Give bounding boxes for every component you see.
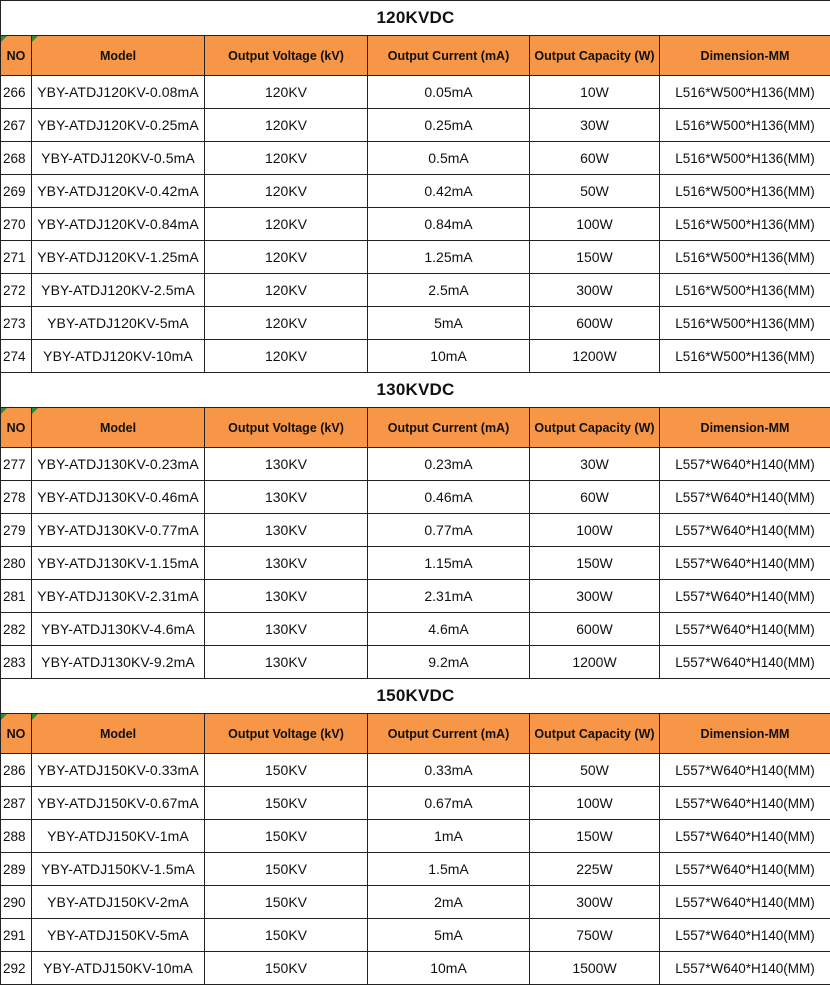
cell-output-capacity: 150W bbox=[530, 820, 660, 853]
table-row bbox=[1, 241, 830, 274]
table-row bbox=[1, 646, 830, 679]
cell-dimension: L557*W640*H140(MM) bbox=[660, 547, 830, 580]
cell-output-voltage: 130KV bbox=[205, 481, 368, 514]
cell-dimension: L516*W500*H136(MM) bbox=[660, 274, 830, 307]
table-row bbox=[1, 613, 830, 646]
table-row bbox=[1, 919, 830, 952]
table-row bbox=[1, 208, 830, 241]
cell-output-current: 1.15mA bbox=[368, 547, 530, 580]
cell-output-voltage: 120KV bbox=[205, 109, 368, 142]
header-label: Model bbox=[100, 49, 136, 63]
cell-output-current: 0.42mA bbox=[368, 175, 530, 208]
cell-no: 281 bbox=[1, 580, 32, 613]
cell-output-capacity: 60W bbox=[530, 481, 660, 514]
cell-output-voltage: 120KV bbox=[205, 76, 368, 109]
cell-output-voltage: 120KV bbox=[205, 241, 368, 274]
cell-output-capacity: 300W bbox=[530, 274, 660, 307]
cell-dimension: L557*W640*H140(MM) bbox=[660, 853, 830, 886]
cell-output-current: 0.25mA bbox=[368, 109, 530, 142]
cell-output-current: 1mA bbox=[368, 820, 530, 853]
cell-model: YBY-ATDJ130KV-9.2mA bbox=[32, 646, 205, 679]
column-header-row bbox=[1, 714, 830, 754]
header-label: Dimension-MM bbox=[701, 49, 790, 63]
cell-no: 290 bbox=[1, 886, 32, 919]
cell-no: 279 bbox=[1, 514, 32, 547]
header-dimension bbox=[660, 36, 830, 76]
cell-no: 282 bbox=[1, 613, 32, 646]
cell-output-voltage: 130KV bbox=[205, 514, 368, 547]
header-label: Output Voltage (kV) bbox=[228, 727, 344, 741]
cell-output-capacity: 100W bbox=[530, 787, 660, 820]
cell-output-current: 5mA bbox=[368, 919, 530, 952]
cell-comment-marker-icon bbox=[32, 714, 38, 720]
cell-model: YBY-ATDJ150KV-1.5mA bbox=[32, 853, 205, 886]
cell-no: 289 bbox=[1, 853, 32, 886]
section-title: 130KVDC bbox=[1, 373, 830, 408]
cell-no: 292 bbox=[1, 952, 32, 985]
cell-output-current: 1.5mA bbox=[368, 853, 530, 886]
cell-output-voltage: 120KV bbox=[205, 142, 368, 175]
header-no bbox=[1, 36, 32, 76]
table-row bbox=[1, 886, 830, 919]
cell-dimension: L557*W640*H140(MM) bbox=[660, 613, 830, 646]
cell-comment-marker-icon bbox=[32, 408, 38, 414]
cell-dimension: L516*W500*H136(MM) bbox=[660, 175, 830, 208]
cell-no: 283 bbox=[1, 646, 32, 679]
cell-output-voltage: 120KV bbox=[205, 175, 368, 208]
header-dimension bbox=[660, 408, 830, 448]
header-label: Output Capacity (W) bbox=[534, 49, 654, 63]
header-label: Dimension-MM bbox=[701, 421, 790, 435]
header-label: Model bbox=[100, 421, 136, 435]
cell-output-capacity: 50W bbox=[530, 175, 660, 208]
cell-no: 267 bbox=[1, 109, 32, 142]
header-output-voltage bbox=[205, 714, 368, 754]
cell-no: 274 bbox=[1, 340, 32, 373]
cell-output-current: 0.84mA bbox=[368, 208, 530, 241]
cell-no: 266 bbox=[1, 76, 32, 109]
header-output-voltage bbox=[205, 408, 368, 448]
cell-output-capacity: 50W bbox=[530, 754, 660, 787]
table-row bbox=[1, 754, 830, 787]
header-output-capacity bbox=[530, 714, 660, 754]
header-label: NO bbox=[7, 421, 26, 435]
table-row bbox=[1, 547, 830, 580]
cell-comment-marker-icon bbox=[32, 36, 38, 42]
cell-output-capacity: 10W bbox=[530, 76, 660, 109]
cell-output-voltage: 130KV bbox=[205, 580, 368, 613]
section-title: 120KVDC bbox=[1, 1, 830, 36]
table-row bbox=[1, 76, 830, 109]
header-output-current bbox=[368, 408, 530, 448]
cell-model: YBY-ATDJ130KV-4.6mA bbox=[32, 613, 205, 646]
cell-output-voltage: 150KV bbox=[205, 886, 368, 919]
cell-model: YBY-ATDJ150KV-10mA bbox=[32, 952, 205, 985]
cell-dimension: L516*W500*H136(MM) bbox=[660, 340, 830, 373]
cell-output-capacity: 100W bbox=[530, 514, 660, 547]
cell-no: 270 bbox=[1, 208, 32, 241]
cell-dimension: L516*W500*H136(MM) bbox=[660, 109, 830, 142]
cell-no: 287 bbox=[1, 787, 32, 820]
header-label: Output Current (mA) bbox=[388, 727, 510, 741]
header-dimension bbox=[660, 714, 830, 754]
cell-model: YBY-ATDJ130KV-0.23mA bbox=[32, 448, 205, 481]
cell-model: YBY-ATDJ130KV-0.77mA bbox=[32, 514, 205, 547]
header-label: Output Voltage (kV) bbox=[228, 421, 344, 435]
cell-dimension: L557*W640*H140(MM) bbox=[660, 754, 830, 787]
cell-output-voltage: 130KV bbox=[205, 646, 368, 679]
table-row bbox=[1, 787, 830, 820]
cell-output-voltage: 120KV bbox=[205, 307, 368, 340]
cell-output-current: 0.05mA bbox=[368, 76, 530, 109]
cell-output-current: 2.31mA bbox=[368, 580, 530, 613]
cell-output-current: 10mA bbox=[368, 952, 530, 985]
cell-no: 291 bbox=[1, 919, 32, 952]
cell-output-current: 0.23mA bbox=[368, 448, 530, 481]
section-title: 150KVDC bbox=[1, 679, 830, 714]
cell-output-capacity: 30W bbox=[530, 109, 660, 142]
cell-model: YBY-ATDJ130KV-2.31mA bbox=[32, 580, 205, 613]
cell-dimension: L557*W640*H140(MM) bbox=[660, 787, 830, 820]
section-title-row bbox=[1, 1, 830, 36]
cell-model: YBY-ATDJ150KV-0.67mA bbox=[32, 787, 205, 820]
header-label: Model bbox=[100, 727, 136, 741]
table-row bbox=[1, 481, 830, 514]
table-row bbox=[1, 307, 830, 340]
header-output-current bbox=[368, 714, 530, 754]
cell-output-current: 0.67mA bbox=[368, 787, 530, 820]
cell-output-voltage: 150KV bbox=[205, 919, 368, 952]
cell-output-current: 5mA bbox=[368, 307, 530, 340]
header-label: Output Voltage (kV) bbox=[228, 49, 344, 63]
cell-output-voltage: 120KV bbox=[205, 208, 368, 241]
cell-output-capacity: 225W bbox=[530, 853, 660, 886]
cell-model: YBY-ATDJ150KV-0.33mA bbox=[32, 754, 205, 787]
cell-dimension: L516*W500*H136(MM) bbox=[660, 307, 830, 340]
cell-dimension: L557*W640*H140(MM) bbox=[660, 481, 830, 514]
cell-dimension: L557*W640*H140(MM) bbox=[660, 514, 830, 547]
cell-no: 288 bbox=[1, 820, 32, 853]
cell-output-voltage: 130KV bbox=[205, 547, 368, 580]
cell-output-voltage: 120KV bbox=[205, 340, 368, 373]
cell-model: YBY-ATDJ120KV-0.08mA bbox=[32, 76, 205, 109]
header-label: Output Capacity (W) bbox=[534, 421, 654, 435]
header-model bbox=[32, 408, 205, 448]
cell-model: YBY-ATDJ120KV-0.42mA bbox=[32, 175, 205, 208]
cell-model: YBY-ATDJ120KV-0.25mA bbox=[32, 109, 205, 142]
table-row bbox=[1, 853, 830, 886]
cell-model: YBY-ATDJ130KV-0.46mA bbox=[32, 481, 205, 514]
cell-model: YBY-ATDJ120KV-5mA bbox=[32, 307, 205, 340]
cell-dimension: L516*W500*H136(MM) bbox=[660, 241, 830, 274]
cell-output-capacity: 600W bbox=[530, 307, 660, 340]
header-model bbox=[32, 714, 205, 754]
cell-output-current: 10mA bbox=[368, 340, 530, 373]
cell-dimension: L557*W640*H140(MM) bbox=[660, 580, 830, 613]
cell-output-voltage: 150KV bbox=[205, 853, 368, 886]
cell-comment-marker-icon bbox=[1, 714, 7, 720]
header-no bbox=[1, 408, 32, 448]
cell-model: YBY-ATDJ150KV-2mA bbox=[32, 886, 205, 919]
cell-dimension: L557*W640*H140(MM) bbox=[660, 886, 830, 919]
cell-no: 272 bbox=[1, 274, 32, 307]
cell-no: 271 bbox=[1, 241, 32, 274]
table-row bbox=[1, 109, 830, 142]
spec-table-body bbox=[1, 1, 830, 985]
cell-dimension: L557*W640*H140(MM) bbox=[660, 952, 830, 985]
cell-output-capacity: 150W bbox=[530, 241, 660, 274]
cell-output-capacity: 600W bbox=[530, 613, 660, 646]
header-label: Output Current (mA) bbox=[388, 49, 510, 63]
cell-output-capacity: 1200W bbox=[530, 340, 660, 373]
cell-output-current: 9.2mA bbox=[368, 646, 530, 679]
cell-dimension: L557*W640*H140(MM) bbox=[660, 448, 830, 481]
column-header-row bbox=[1, 408, 830, 448]
cell-comment-marker-icon bbox=[1, 408, 7, 414]
cell-model: YBY-ATDJ120KV-0.5mA bbox=[32, 142, 205, 175]
table-row bbox=[1, 580, 830, 613]
cell-output-capacity: 1200W bbox=[530, 646, 660, 679]
cell-dimension: L557*W640*H140(MM) bbox=[660, 646, 830, 679]
cell-no: 269 bbox=[1, 175, 32, 208]
cell-output-current: 4.6mA bbox=[368, 613, 530, 646]
cell-no: 278 bbox=[1, 481, 32, 514]
table-row bbox=[1, 340, 830, 373]
cell-dimension: L557*W640*H140(MM) bbox=[660, 820, 830, 853]
cell-model: YBY-ATDJ120KV-10mA bbox=[32, 340, 205, 373]
cell-output-current: 1.25mA bbox=[368, 241, 530, 274]
table-row bbox=[1, 448, 830, 481]
cell-output-capacity: 300W bbox=[530, 580, 660, 613]
cell-output-voltage: 150KV bbox=[205, 787, 368, 820]
cell-output-capacity: 1500W bbox=[530, 952, 660, 985]
cell-dimension: L516*W500*H136(MM) bbox=[660, 142, 830, 175]
cell-dimension: L516*W500*H136(MM) bbox=[660, 76, 830, 109]
cell-output-current: 0.5mA bbox=[368, 142, 530, 175]
header-no bbox=[1, 714, 32, 754]
cell-output-voltage: 150KV bbox=[205, 820, 368, 853]
cell-output-current: 0.46mA bbox=[368, 481, 530, 514]
table-row bbox=[1, 820, 830, 853]
cell-output-voltage: 130KV bbox=[205, 448, 368, 481]
cell-output-current: 0.33mA bbox=[368, 754, 530, 787]
section-title-row bbox=[1, 679, 830, 714]
header-label: NO bbox=[7, 727, 26, 741]
column-header-row bbox=[1, 36, 830, 76]
cell-output-capacity: 60W bbox=[530, 142, 660, 175]
cell-model: YBY-ATDJ120KV-0.84mA bbox=[32, 208, 205, 241]
cell-dimension: L557*W640*H140(MM) bbox=[660, 919, 830, 952]
header-output-capacity bbox=[530, 408, 660, 448]
cell-model: YBY-ATDJ120KV-2.5mA bbox=[32, 274, 205, 307]
cell-model: YBY-ATDJ130KV-1.15mA bbox=[32, 547, 205, 580]
section-title-row bbox=[1, 373, 830, 408]
header-label: NO bbox=[7, 49, 26, 63]
cell-output-current: 2mA bbox=[368, 886, 530, 919]
cell-model: YBY-ATDJ150KV-5mA bbox=[32, 919, 205, 952]
header-label: Dimension-MM bbox=[701, 727, 790, 741]
cell-output-capacity: 100W bbox=[530, 208, 660, 241]
cell-no: 280 bbox=[1, 547, 32, 580]
cell-output-capacity: 750W bbox=[530, 919, 660, 952]
header-output-current bbox=[368, 36, 530, 76]
cell-dimension: L516*W500*H136(MM) bbox=[660, 208, 830, 241]
cell-output-current: 0.77mA bbox=[368, 514, 530, 547]
table-row bbox=[1, 175, 830, 208]
table-row bbox=[1, 514, 830, 547]
cell-output-voltage: 120KV bbox=[205, 274, 368, 307]
table-row bbox=[1, 274, 830, 307]
cell-output-capacity: 150W bbox=[530, 547, 660, 580]
cell-output-voltage: 150KV bbox=[205, 952, 368, 985]
cell-output-current: 2.5mA bbox=[368, 274, 530, 307]
header-output-capacity bbox=[530, 36, 660, 76]
cell-model: YBY-ATDJ150KV-1mA bbox=[32, 820, 205, 853]
cell-no: 273 bbox=[1, 307, 32, 340]
header-output-voltage bbox=[205, 36, 368, 76]
cell-output-voltage: 150KV bbox=[205, 754, 368, 787]
cell-model: YBY-ATDJ120KV-1.25mA bbox=[32, 241, 205, 274]
cell-no: 286 bbox=[1, 754, 32, 787]
header-label: Output Current (mA) bbox=[388, 421, 510, 435]
header-label: Output Capacity (W) bbox=[534, 727, 654, 741]
cell-output-capacity: 30W bbox=[530, 448, 660, 481]
cell-comment-marker-icon bbox=[1, 36, 7, 42]
cell-no: 268 bbox=[1, 142, 32, 175]
header-model bbox=[32, 36, 205, 76]
cell-output-capacity: 300W bbox=[530, 886, 660, 919]
cell-output-voltage: 130KV bbox=[205, 613, 368, 646]
table-row bbox=[1, 142, 830, 175]
cell-no: 277 bbox=[1, 448, 32, 481]
